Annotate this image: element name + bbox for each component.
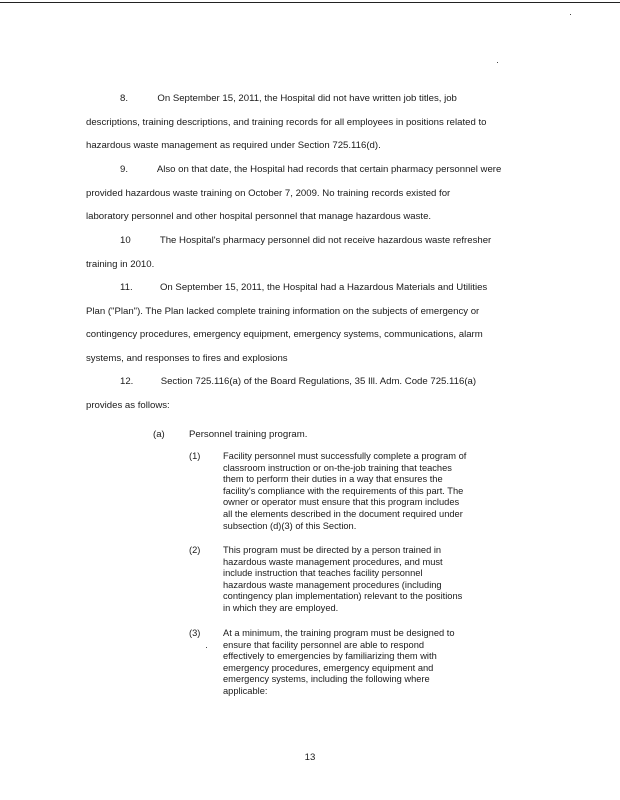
item-line: classroom instruction or on-the-job training that teaches: [223, 462, 452, 473]
paragraph-8: [86, 87, 531, 158]
item-number: (1): [189, 451, 201, 461]
paragraph-line: training in 2010.: [86, 258, 155, 270]
item-number: (2): [189, 545, 201, 555]
item-line: in which they are employed.: [223, 602, 339, 613]
item-line: contingency plan implementation) relevant to the positions: [223, 591, 463, 602]
scan-speck: [497, 62, 498, 63]
scan-speck: [206, 647, 207, 648]
item-number: (3): [189, 628, 201, 638]
item-line: At a minimum, the training program must be designed to: [223, 628, 455, 638]
item-line: all the elements described in the document required under: [223, 508, 463, 519]
paragraph-line: On September 15, 2011, the Hospital had a Hazardous Materials and Utilities: [159, 282, 488, 293]
paragraph-12: [86, 370, 531, 417]
paragraph-9: [86, 158, 531, 229]
paragraph-line: descriptions, training descriptions, and training records for all employees in positions related to: [86, 116, 487, 128]
item-line: This program must be directed by a person trained in: [223, 545, 442, 555]
item-line: hazardous waste management procedures, and must: [223, 556, 443, 567]
paragraph-line: hazardous waste management as required under Section 725.116(d).: [86, 140, 381, 151]
subsection-label: (a): [153, 429, 165, 440]
scan-speck: [570, 14, 571, 15]
item-line: emergency systems, including the following where: [223, 674, 430, 685]
paragraph-line: laboratory personnel and other hospital personnel that manage hazardous waste.: [86, 211, 432, 222]
paragraph-line: systems, and responses to fires and explosions: [86, 352, 288, 364]
paragraph-line: The Hospital's pharmacy personnel did not receive hazardous waste refresher: [159, 235, 492, 246]
item-line: ensure that facility personnel are able to respond: [223, 639, 425, 650]
paragraph-line: Also on that date, the Hospital had records that certain pharmacy personnel were: [156, 164, 502, 175]
paragraph-number: 10: [120, 235, 131, 246]
item-line: hazardous waste management procedures (including: [223, 579, 442, 590]
item-line: effectively to emergencies by familiarizing them with: [223, 651, 437, 662]
scan-top-border: [0, 2, 620, 3]
item-line: applicable:: [223, 685, 268, 696]
paragraph-line: provided hazardous waste training on October 7, 2009. No training records existed for: [86, 187, 451, 199]
paragraph-line: Plan ("Plan"). The Plan lacked complete training information on the subjects of emergency or: [86, 305, 480, 317]
paragraph-11: [86, 276, 531, 370]
item-line: them to perform their duties in a way that ensures the: [223, 474, 443, 485]
item-line: emergency procedures, emergency equipment and: [223, 662, 434, 673]
paragraph-10: [86, 229, 531, 276]
paragraph-number: 9.: [120, 164, 129, 175]
item-line: subsection (d)(3) of this Section.: [223, 520, 357, 531]
item-line: facility's compliance with the requirements of this part. The: [223, 485, 464, 496]
paragraph-line: On September 15, 2011, the Hospital did not have written job titles, job: [157, 93, 457, 104]
page-number: 13: [304, 752, 316, 763]
paragraph-line: Section 725.116(a) of the Board Regulations, 35 Ill. Adm. Code 725.116(a): [160, 376, 477, 387]
item-line: Facility personnel must successfully complete a program of: [223, 451, 467, 461]
paragraph-number: 11.: [120, 282, 133, 293]
item-line: include instruction that teaches facility personnel: [223, 568, 423, 579]
item-line: owner or operator must ensure that this program includes: [223, 497, 460, 508]
subsection-title: Personnel training program.: [189, 429, 308, 440]
paragraph-number: 12.: [120, 376, 134, 387]
paragraph-line: contingency procedures, emergency equipment, emergency systems, communications, alarm: [86, 329, 483, 340]
paragraph-line: provides as follows:: [86, 399, 170, 411]
paragraph-number: 8.: [120, 93, 129, 104]
